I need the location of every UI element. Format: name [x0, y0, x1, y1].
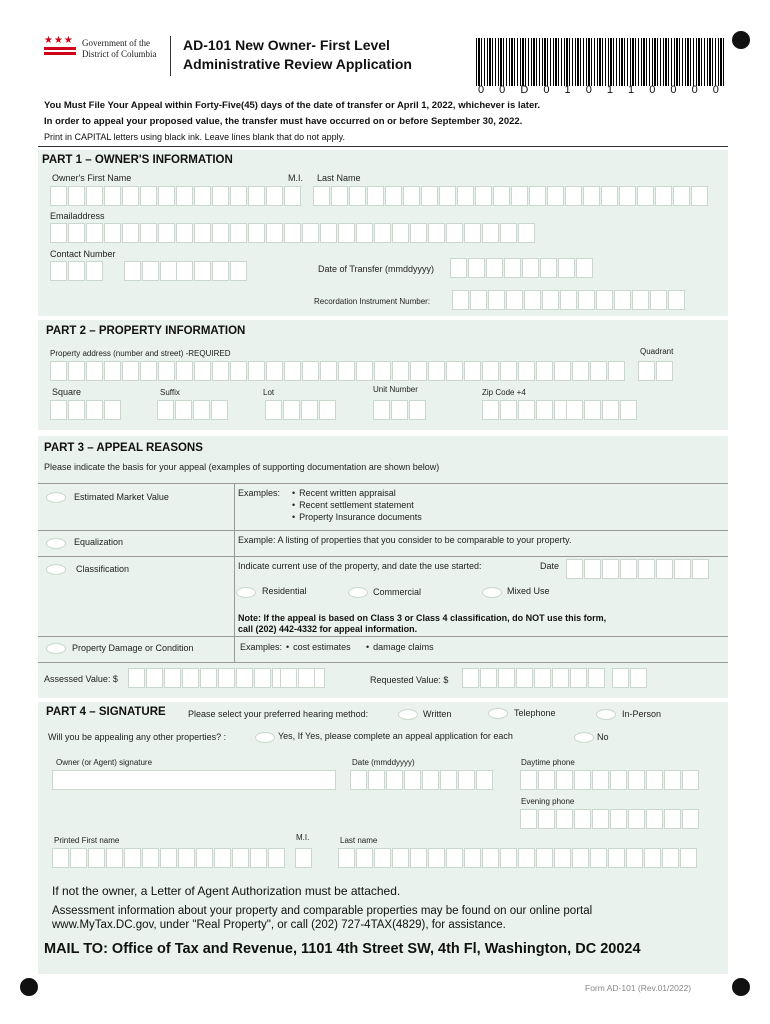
property-damage-radio[interactable] — [46, 643, 66, 654]
quadrant-label: Quadrant — [640, 347, 674, 356]
sign-date-input[interactable] — [350, 770, 494, 790]
classification-note: Note: If the appeal is based on Class 3 or Class 4 classification, do NOT use this form, — [238, 613, 607, 623]
lot-input[interactable] — [265, 400, 337, 420]
unit-label: Unit Number — [373, 385, 418, 394]
example-insurance: • Property Insurance documents — [292, 512, 422, 522]
table-line — [38, 662, 728, 663]
example-settlement: • Recent settlement statement — [292, 500, 414, 510]
unit-input[interactable] — [373, 400, 427, 420]
commercial-label: Commercial — [373, 587, 422, 597]
table-line — [234, 483, 235, 662]
part1-title: PART 1 – OWNER'S INFORMATION — [42, 154, 233, 166]
printed-first-input[interactable] — [52, 848, 286, 868]
daytime-phone-input[interactable] — [520, 770, 700, 790]
evening-phone-input[interactable] — [520, 809, 700, 829]
telephone-label: Telephone — [514, 708, 556, 718]
dc-flag-logo — [44, 36, 76, 56]
mi-label: M.I. — [288, 173, 303, 183]
barcode — [476, 38, 724, 86]
form-number: Form AD-101 (Rev.01/2022) — [585, 983, 692, 993]
address-input[interactable] — [50, 361, 626, 381]
signature-input[interactable] — [52, 770, 336, 790]
recordation-label: Recordation Instrument Number: — [314, 297, 431, 306]
daytime-phone-label: Daytime phone — [521, 758, 575, 767]
instruction-transfer: In order to appeal your proposed value, the transfer must have occurred on or before September 30, 2022. — [44, 116, 523, 127]
barcode-text: 0 0 D 0 1 0 1 1 0 0 0 0 — [478, 84, 725, 96]
damage-example-claims: • damage claims — [366, 642, 434, 652]
other-no-label: No — [597, 732, 609, 742]
registration-mark — [732, 978, 750, 996]
in-person-radio[interactable] — [596, 709, 616, 720]
zip-input[interactable] — [482, 400, 572, 420]
divider — [38, 146, 728, 147]
in-person-label: In-Person — [622, 709, 662, 719]
residential-label: Residential — [262, 586, 307, 596]
classification-instruction: Indicate current use of the property, and date the use started: — [238, 561, 482, 571]
classification-label: Classification — [76, 564, 130, 574]
form-title-line1: AD-101 New Owner- First Level — [183, 37, 390, 53]
residential-radio[interactable] — [236, 587, 256, 598]
market-value-label: Estimated Market Value — [74, 492, 169, 502]
printed-mi-input[interactable] — [295, 848, 313, 868]
market-value-radio[interactable] — [46, 492, 66, 503]
mixed-use-radio[interactable] — [482, 587, 502, 598]
equalization-radio[interactable] — [46, 538, 66, 549]
suffix-input[interactable] — [157, 400, 229, 420]
gov-line2: District of Columbia — [82, 49, 157, 59]
mail-to: MAIL TO: Office of Tax and Revenue, 1101 4th Street SW, 4th Fl, Washington, DC 20024 — [44, 941, 641, 957]
square-input[interactable] — [50, 400, 122, 420]
hearing-label: Please select your preferred hearing method: — [188, 709, 369, 719]
lot-label: Lot — [263, 388, 275, 397]
telephone-radio[interactable] — [488, 708, 508, 719]
table-line — [38, 636, 728, 637]
form-title-line2: Administrative Review Application — [183, 56, 412, 72]
agent-notice: If not the owner, a Letter of Agent Authorization must be attached. — [52, 884, 401, 898]
part4-title: PART 4 – SIGNATURE — [46, 706, 166, 718]
instruction-print: Print in CAPITAL letters using black ink. Leave lines blank that do not apply. — [44, 132, 345, 142]
other-yes-label: Yes, If Yes, please complete an appeal application for each — [278, 731, 513, 741]
classification-date-label: Date — [540, 561, 560, 571]
zip-label: Zip Code +4 — [482, 388, 526, 397]
evening-phone-label: Evening phone — [521, 797, 575, 806]
printed-mi-label: M.I. — [296, 833, 310, 842]
mixed-use-label: Mixed Use — [507, 586, 550, 596]
date-transfer-input[interactable] — [450, 258, 594, 278]
first-name-input[interactable] — [50, 186, 284, 206]
stars-icon: ★★★ — [44, 35, 74, 46]
requested-cents-input[interactable] — [612, 668, 648, 688]
table-line — [38, 530, 728, 531]
portal-info-line1: Assessment information about your property and comparable properties may be found on our online portal — [52, 905, 593, 917]
requested-value-label: Requested Value: $ — [370, 675, 449, 685]
requested-value-input[interactable] — [462, 668, 606, 688]
commercial-radio[interactable] — [348, 587, 368, 598]
instruction-deadline: You Must File Your Appeal within Forty-Five(45) days of the date of transfer or April 1, 2022, whichever is later. — [44, 100, 541, 111]
classification-note-phone: call (202) 442-4332 for appeal information. — [238, 624, 418, 634]
sign-date-label: Date (mmddyyyy) — [352, 758, 415, 767]
recordation-input[interactable] — [452, 290, 686, 310]
mi-input[interactable] — [284, 186, 302, 206]
property-damage-label: Property Damage or Condition — [72, 643, 194, 653]
registration-mark — [732, 31, 750, 49]
suffix-label: Suffix — [160, 388, 180, 397]
email-label: Emailaddress — [50, 211, 105, 221]
square-label: Square — [52, 387, 82, 397]
table-line — [38, 556, 728, 557]
contact-prefix-input[interactable] — [124, 261, 178, 281]
equalization-example: Example: A listing of properties that you consider to be comparable to your property. — [238, 535, 572, 545]
other-properties-label: Will you be appealing any other properties? : — [48, 732, 227, 742]
damage-examples-label: Examples: — [240, 642, 283, 652]
quadrant-input[interactable] — [638, 361, 674, 381]
date-transfer-label: Date of Transfer (mmddyyyy) — [318, 264, 435, 274]
last-name-input[interactable] — [313, 186, 709, 206]
part2-title: PART 2 – PROPERTY INFORMATION — [46, 325, 246, 337]
examples-label: Examples: — [238, 488, 281, 498]
last-name-label: Last Name — [317, 173, 361, 183]
divider — [170, 36, 171, 76]
gov-line1: Government of the — [82, 38, 150, 48]
printed-first-label: Printed First name — [54, 836, 120, 845]
contact-line-input[interactable] — [176, 261, 248, 281]
table-line — [38, 483, 728, 484]
part3-subtitle: Please indicate the basis for your appeal (examples of supporting documentation are shown below) — [44, 462, 440, 472]
address-label: Property address (number and street) -REQUIRED — [50, 349, 231, 358]
portal-info-line2: www.MyTax.DC.gov, under "Real Property", or call (202) 727-4TAX(4829), for assistance. — [52, 919, 506, 931]
printed-last-label: Last name — [340, 836, 378, 845]
example-appraisal: • Recent written appraisal — [292, 488, 396, 498]
email-input[interactable] — [50, 223, 536, 243]
contact-label: Contact Number — [50, 249, 116, 259]
damage-example-cost: • cost estimates — [286, 642, 351, 652]
part3-title: PART 3 – APPEAL REASONS — [44, 442, 203, 454]
classification-date-input[interactable] — [566, 559, 710, 579]
written-radio[interactable] — [398, 709, 418, 720]
registration-mark — [20, 978, 38, 996]
contact-area-input[interactable] — [50, 261, 104, 281]
zip4-input[interactable] — [566, 400, 638, 420]
assessed-cents-input[interactable] — [280, 668, 316, 688]
written-label: Written — [423, 709, 452, 719]
signature-label: Owner (or Agent) signature — [56, 758, 153, 767]
other-yes-radio[interactable] — [255, 732, 275, 743]
printed-last-input[interactable] — [338, 848, 698, 868]
other-no-radio[interactable] — [574, 732, 594, 743]
equalization-label: Equalization — [74, 537, 124, 547]
first-name-label: Owner's First Name — [52, 173, 132, 183]
classification-radio[interactable] — [46, 564, 66, 575]
assessed-value-label: Assessed Value: $ — [44, 674, 118, 684]
part4-section — [38, 702, 728, 974]
